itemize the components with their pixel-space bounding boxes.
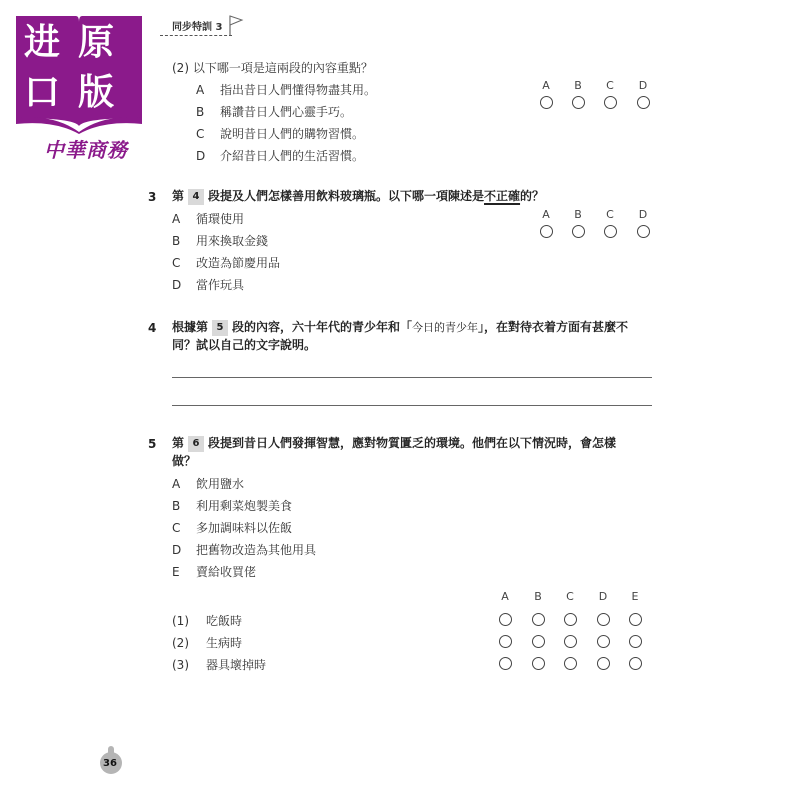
q2-choice-label: C: [606, 79, 614, 92]
logo-text-line2: 口版: [24, 71, 133, 113]
q5-1-circle-b[interactable]: [532, 613, 545, 626]
q3-option-b: B 用來換取金錢: [172, 234, 269, 248]
q5-choice-label: A: [501, 590, 509, 603]
q5-option-c: C 多加調味料以佐飯: [172, 521, 293, 535]
q2-option-b: B 稱讚昔日人們心靈手巧。: [196, 105, 353, 119]
q2-choice-label: A: [542, 79, 550, 92]
q2-answer-circle-d[interactable]: [637, 96, 650, 109]
q5-1-circle-a[interactable]: [499, 613, 512, 626]
q4-paragraph-box: 5: [212, 320, 228, 336]
q2-option-d: D 介紹昔日人們的生活習慣。: [196, 149, 365, 163]
q3-answer-circle-a[interactable]: [540, 225, 553, 238]
q5-sub-2: (2) 生病時: [172, 636, 243, 650]
q2-option-a: A 指出昔日人們懂得物盡其用。: [196, 83, 377, 97]
q3-answer-circle-b[interactable]: [572, 225, 585, 238]
q5-3-circle-d[interactable]: [597, 657, 610, 670]
q5-3-circle-a[interactable]: [499, 657, 512, 670]
q3-choice-label: C: [606, 208, 614, 221]
q5-3-circle-c[interactable]: [564, 657, 577, 670]
q2-answer-circle-c[interactable]: [604, 96, 617, 109]
q5-1-circle-e[interactable]: [629, 613, 642, 626]
q3-choice-label: B: [574, 208, 582, 221]
q2-answer-circle-a[interactable]: [540, 96, 553, 109]
q5-choice-label: E: [631, 590, 639, 603]
q3-answer-circle-d[interactable]: [637, 225, 650, 238]
q4-answer-line-1[interactable]: [172, 377, 652, 378]
q2-stem: (2) 以下哪一項是這兩段的內容重點？: [172, 61, 373, 75]
q5-number: 5: [148, 437, 157, 451]
logo-subtitle: 中華商務: [44, 138, 128, 162]
q5-paragraph-box: 6: [188, 436, 204, 452]
q5-1-circle-c[interactable]: [564, 613, 577, 626]
q5-1-circle-d[interactable]: [597, 613, 610, 626]
q5-3-circle-e[interactable]: [629, 657, 642, 670]
header-divider: [160, 35, 232, 36]
q5-option-a: A 飲用鹽水: [172, 477, 245, 491]
q5-option-b: B 利用剩菜炮製美食: [172, 499, 293, 513]
section-header: 同步特訓 3: [172, 22, 223, 33]
q3-paragraph-box: 4: [188, 189, 204, 205]
q5-sub-3: (3) 器具壞掉時: [172, 658, 267, 672]
q3-option-c: C 改造為節慶用品: [172, 256, 281, 270]
q2-choice-label: D: [638, 79, 648, 92]
q2-answer-circle-b[interactable]: [572, 96, 585, 109]
q5-stem-line2: 做？: [172, 454, 197, 468]
q4-number: 4: [148, 321, 157, 335]
q5-option-e: E 賣給收買佬: [172, 565, 257, 579]
q5-2-circle-c[interactable]: [564, 635, 577, 648]
acorn-cap-icon: [108, 746, 114, 753]
page-number: 36: [103, 758, 117, 769]
q5-3-circle-b[interactable]: [532, 657, 545, 670]
q5-choice-label: C: [566, 590, 574, 603]
q5-choice-label: B: [534, 590, 542, 603]
q5-choice-label: D: [598, 590, 608, 603]
q3-stem: 第 4 段提及人們怎樣善用飲料玻璃瓶。以下哪一項陳述是不正確的？: [172, 189, 545, 203]
q3-answer-circle-c[interactable]: [604, 225, 617, 238]
q3-option-a: A 循環使用: [172, 212, 245, 226]
q5-2-circle-b[interactable]: [532, 635, 545, 648]
q4-answer-line-2[interactable]: [172, 405, 652, 406]
q2-choice-label: B: [574, 79, 582, 92]
q5-2-circle-d[interactable]: [597, 635, 610, 648]
q5-sub-1: (1) 吃飯時: [172, 614, 243, 628]
q5-stem: 第 6 段提到昔日人們發揮智慧，應對物質匱乏的環境。他們在以下情況時，會怎樣: [172, 436, 617, 450]
q5-option-d: D 把舊物改造為其他用具: [172, 543, 317, 557]
q2-option-c: C 說明昔日人們的購物習慣。: [196, 127, 365, 141]
logo-text-line1: 进原: [24, 21, 133, 63]
q3-option-d: D 當作玩具: [172, 278, 245, 292]
q3-number: 3: [148, 190, 157, 204]
q3-choice-label: A: [542, 208, 550, 221]
q5-2-circle-a[interactable]: [499, 635, 512, 648]
q3-choice-label: D: [638, 208, 648, 221]
q4-stem-line2: 同？試以自己的文字說明。: [172, 338, 317, 352]
q4-stem: 根據第 5 段的內容，六十年代的青少年和「今日的青少年」，在對待衣着方面有甚麼不: [172, 320, 629, 334]
flag-icon: [228, 14, 244, 36]
q5-2-circle-e[interactable]: [629, 635, 642, 648]
